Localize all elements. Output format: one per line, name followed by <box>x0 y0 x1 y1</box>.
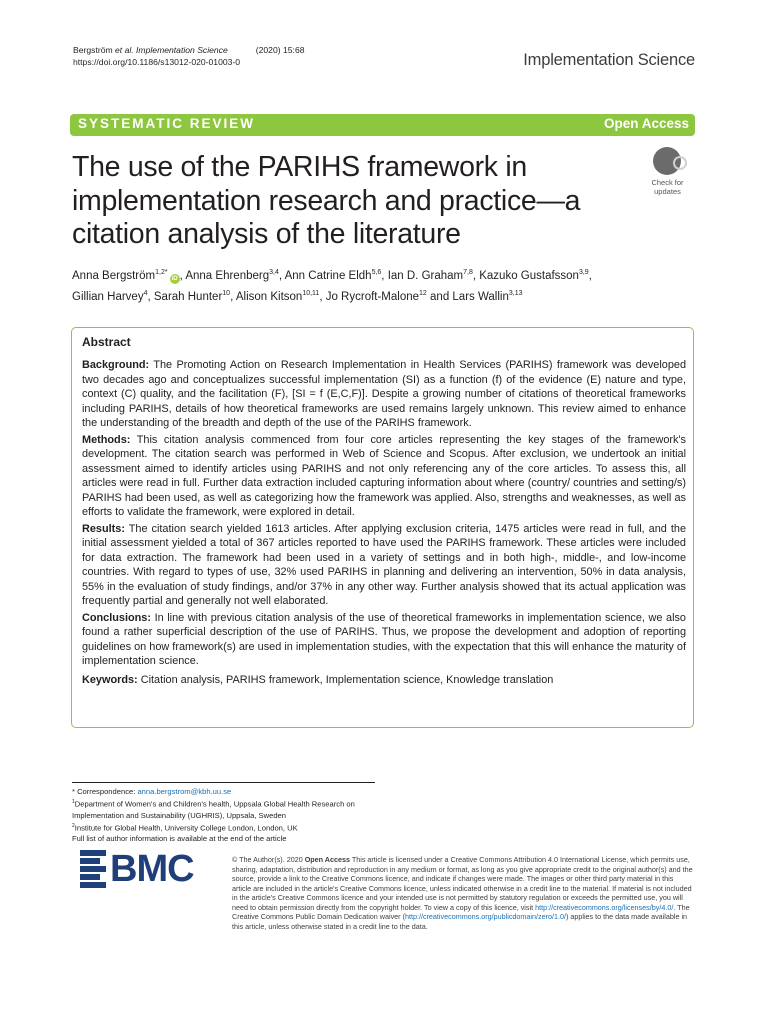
author-name[interactable]: Ann Catrine Eldh <box>284 269 372 282</box>
header-author: Bergström <box>73 45 116 55</box>
author-name[interactable]: Kazuko Gustafsson <box>479 269 579 282</box>
bmc-logo-text: BMC <box>110 848 194 890</box>
abstract-keywords: Keywords: Citation analysis, PARIHS framework, Implementation science, Knowledge translation <box>82 673 554 686</box>
article-type-banner <box>70 114 695 136</box>
abstract-box <box>71 327 694 728</box>
abstract-body <box>82 358 686 689</box>
author-name[interactable]: Sarah Hunter <box>153 290 223 303</box>
author-name[interactable]: Anna Bergström <box>72 269 156 282</box>
open-access-label: Open Access <box>603 116 689 131</box>
author-name[interactable]: Ian D. Graham <box>387 269 464 282</box>
header-year-volume: (2020) 15:68 <box>255 45 305 55</box>
citation-header <box>73 45 305 68</box>
cc-by-license-link[interactable]: http://creativecommons.org/licenses/by/4.0/ <box>535 902 674 912</box>
author-name[interactable]: Alison Kitson <box>235 290 303 303</box>
abstract-heading: Abstract <box>82 335 131 349</box>
cc0-waiver-link[interactable]: http://creativecommons.org/publicdomain/zero/1.0/ <box>404 912 566 921</box>
abstract-conclusions: Conclusions: In line with previous citation analysis of the use of theoretical frameworks in implementation science, we also found a rather superficial description of the use of PARIHS. Thus, we propose the development and adoption of reporting guidelines on how framework(s) are used in implementation studies, with the expectation that this will enhance the maturity of implementation science. <box>82 611 686 667</box>
abstract-background: Background: The Promoting Action on Research Implementation in Health Services (PARIHS) framework was developed two decades ago and conceptualizes successful implementation (SI) as a function (f) of the evidence (E) nature and type, context (C) quality, and the facilitation (F), [SI = f (E,C,F)]. Despite a growing number of citations of theoretical frameworks including PARIHS, details of how theoretical frameworks are used remains largely unknown. This review aimed to enhance the understanding of the breadth and depth of the use of the PARIHS framework. <box>82 359 686 429</box>
author-name[interactable]: Jo Rycroft-Malone <box>325 290 420 303</box>
check-for-updates-badge[interactable] <box>640 145 695 205</box>
bmc-logo[interactable] <box>80 848 215 890</box>
check-updates-icon <box>653 147 681 175</box>
author-name[interactable]: Anna Ehrenberg <box>185 269 270 282</box>
article-title: The use of the PARIHS framework in implementation research and practice—a citation analysis of the literature <box>72 151 581 250</box>
affiliation-1: Department of Women's and Children's health, Uppsala Global Health Research on Implementation and Sustainability (UGHRIS), Uppsala, Sweden <box>72 799 355 820</box>
author-list: Anna Bergström$^{1,2*}$iD , Anna Ehrenberg$^{3,4}$, Ann Catrine Eldh$^{5,6}$, Ian D. Graham$^{7,8}$, Kazuko Gustafsson$^{3,9}$, Gillian Harvey$^4$, Sarah Hunter$^{10}$, Alison Kitson$^{10,11}$, Jo Rycroft-Malone$^{12}$ and Lars Wallin$^{3,13}$ <box>72 269 592 303</box>
abstract-methods: Methods: This citation analysis commenced from four core articles representing the key stages of the framework's development. The citation search was performed in Web of Science and Scopus. After exclusion, we undertook an initial assessment aimed to identify articles using PARIHS and not only referencing any of the core articles. To assess this, all articles were read in full. Further data extraction included capturing information about where (country/ countries and setting/s) PARIHS had been used, as well as categorizing how the framework was applied. Also, strengths and weaknesses, as well as efforts to validate the framework, were explored in detail. <box>82 433 686 518</box>
correspondence-email-link[interactable]: anna.bergstrom@kbh.uu.se <box>137 787 232 796</box>
affiliation-2: Institute for Global Health, University College London, London, UK <box>74 823 298 833</box>
orcid-icon[interactable]: iD <box>171 275 178 282</box>
check-updates-label: Check for updates <box>651 178 684 196</box>
header-etal-journal: et al. Implementation Science <box>115 45 228 55</box>
article-type-label: SYSTEMATIC REVIEW <box>78 116 256 131</box>
author-name[interactable]: Lars Wallin <box>452 290 509 303</box>
footnotes: * Correspondence: anna.bergstrom@kbh.uu.se $^1$Department of Women's and Children's health, Uppsala Global Health Research on Implementation and Sustainability (UGHRIS), Uppsala, Sweden $^2$Institute for Global Health, University College London, London, UK Full list of author information is available at the end of the article <box>72 786 382 844</box>
footnote-divider <box>72 782 375 783</box>
author-name[interactable]: Gillian Harvey <box>72 290 144 303</box>
full-list-note: Full list of author information is available at the end of the article <box>72 834 287 844</box>
abstract-results: Results: The citation search yielded 1613 articles. After applying exclusion criteria, 1475 articles were read in full, and the initial assessment yielded a total of 367 articles reported to have used the PARIHS framework. These articles were included for data extraction. The framework had been used in a variety of settings and in both high-, middle-, and low-income countries. With regard to types of use, 32% used PARIHS in planning and delivering an intervention, 50% in data analysis, 55% in the evaluation of study findings, and/or 37% in any other way. Further analysis showed that its actual application was frequently partial and generally not well elaborated. <box>82 522 686 607</box>
bmc-logo-icon <box>80 850 106 888</box>
header-doi-link[interactable]: https://doi.org/10.1186/s13012-020-01003-0 <box>73 56 241 67</box>
journal-name: Implementation Science <box>523 51 695 69</box>
license-statement: © The Author(s). 2020 Open Access This article is licensed under a Creative Commons Attribution 4.0 International License, which permits use, sharing, adaptation, distribution and reproduction in any medium or format, as long as you give appropriate credit to the original author(s) and the source, provide a link to the Creative Commons licence, and indicate if changes were made. The images or other third party material in this article are included in the article's Creative Commons licence, unless indicated otherwise in a credit line to the material. If material is not included in the article's Creative Commons licence and your intended use is not permitted by statutory regulation or exceeds the permitted use, you will need to obtain permission directly from the copyright holder. To view a copy of this licence, visit http://creativecommons.org/licenses/by/4.0/. The Creative Commons Public Domain Dedication waiver (http://creativecommons.org/publicdomain/zero/1.0/) applies to the data made available in this article, unless otherwise stated in a credit line to the data. <box>232 855 693 931</box>
